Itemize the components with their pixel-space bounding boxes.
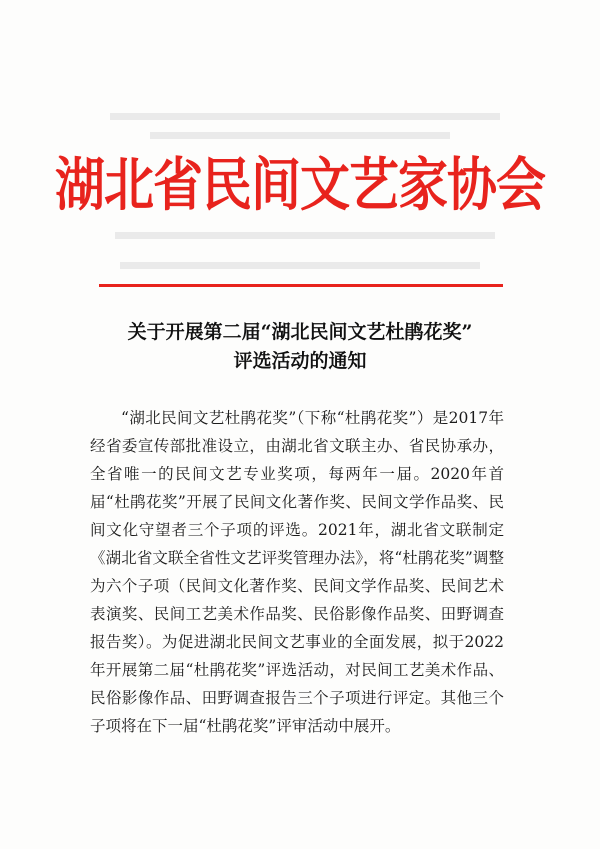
notice-title	[0, 318, 600, 376]
organization-letterhead: 湖北省民间文艺家协会	[55, 151, 545, 219]
notice-title-line-2: 评选活动的通知	[233, 350, 367, 372]
notice-title-line-1: 关于开展第二届“湖北民间文艺杜鹃花奖”	[127, 321, 473, 343]
letterhead-divider	[99, 284, 503, 287]
body-paragraph: “湖北民间文艺杜鹃花奖”（下称“杜鹃花奖”）是2017年经省委宣传部批准设立，由湖北省文联主办、省民协承办，全省唯一的民间文艺专业奖项，每两年一届。2020年首届“杜鹃花奖”开展了民间文化著作奖、民间文学作品奖、民间文化守望者三个子项的评选。2021年，湖北省文联制定《湖北省文联全省性文艺评奖管理办法》，将“杜鹃花奖”调整为六个子项（民间文化著作奖、民间文学作品奖、民间艺术表演奖、民间工艺美术作品奖、民俗影像作品奖、田野调查报告奖）。为促进湖北民间文艺事业的全面发展，拟于2022年开展第二届“杜鹃花奖”评选活动，对民间工艺美术作品、民俗影像作品、田野调查报告三个子项进行评定。其他三个子项将在下一届“杜鹃花奖”评审活动中展开。	[90, 409, 504, 735]
notice-body	[90, 404, 504, 740]
